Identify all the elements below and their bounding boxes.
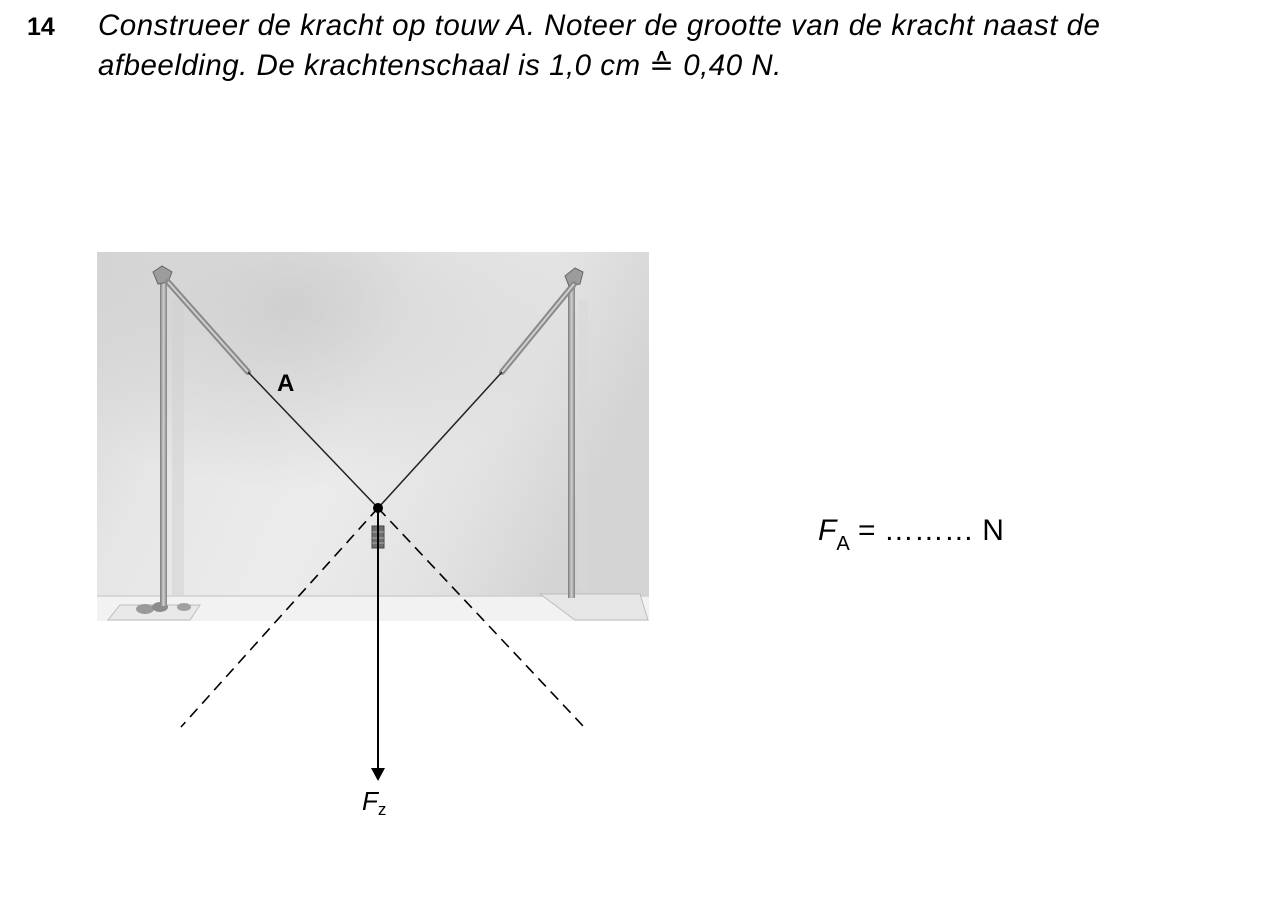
answer-blank: = ……… N [849,514,1004,547]
question-line-1: Construeer de kracht op touw A. Noteer de grootte van de kracht naast de [98,9,1101,42]
question-number: 14 [27,13,55,41]
question-line-2: afbeelding. De krachtenschaal is 1,0 cm ≙ 0,40 N. [98,49,782,82]
experiment-photo [97,252,649,621]
rope-a-label: A [277,370,295,397]
answer-subscript: A [836,533,850,555]
arrow-head-icon [371,768,385,781]
answer-symbol: F [818,514,837,547]
gravity-force-label: Fz [362,786,387,819]
answer-field[interactable] [818,514,1004,555]
attachment-point [373,503,383,513]
